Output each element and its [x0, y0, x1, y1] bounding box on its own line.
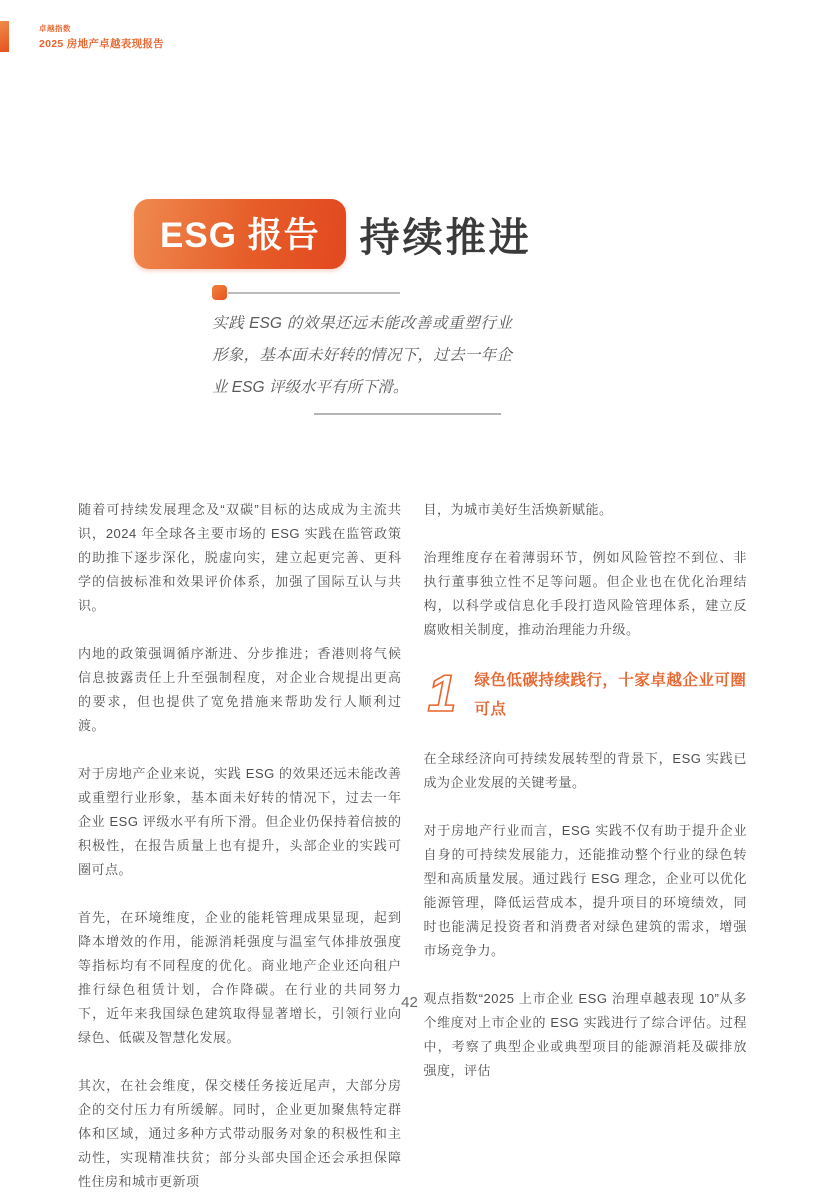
section-heading: [424, 666, 748, 725]
pull-quote-header: [212, 285, 512, 300]
paragraph: 随着可持续发展理念及“双碳”目标的达成成为主流共识，2024 年全球各主要市场的 ESG 实践在监管政策的助推下逐步深化，脱虚向实，建立起更完善、更科学的信披标准和效果评价体系，加强了国际互认与共识。: [78, 502, 402, 613]
pull-quote-text: 实践 ESG 的效果还远未能改善或重塑行业形象，基本面未好转的情况下，过去一年企业 ESG 评级水平有所下滑。: [212, 315, 512, 397]
paragraph: 对于房地产行业而言，ESG 实践不仅有助于提升企业自身的可持续发展能力，还能推动整个行业的绿色转型和高质量发展。通过践行 ESG 理念，企业可以优化能源管理，降低运营成本，提升项目的环境绩效，同时也能满足投资者和消费者对绿色建筑的需求，增强市场竞争力。: [423, 822, 747, 958]
paragraph: 目，为城市美好生活焕新赋能。: [423, 502, 613, 517]
quote-bottom-rule: [314, 413, 501, 415]
chapter-title-text: 持续推进: [359, 215, 532, 260]
brand-accent-bar-icon: [0, 21, 9, 52]
paragraph: 对于房地产企业来说，实践 ESG 的效果还远未能改善或重塑行业形象，基本面未好转的情况下，过去一年企业 ESG 评级水平有所下滑。但企业仍保持着信披的积极性，在报告质量上也有提升，头部企业的实践可圈可点。: [78, 766, 402, 877]
paragraph: 观点指数“2025 上市企业 ESG 治理卓越表现 10”从多个维度对上市企业的 ESG 实践进行了综合评估。过程中，考察了典型企业或典型项目的能源消耗及碳排放强度，评估: [423, 990, 747, 1078]
section-heading-text: 绿色低碳持续践行，十家卓越企业可圈可点: [474, 672, 747, 719]
paragraph: 在全球经济向可持续发展转型的背景下，ESG 实践已成为企业发展的关键考量。: [423, 750, 747, 790]
quote-marker-icon: [212, 285, 227, 300]
chapter-title-badge: ESG 报告: [134, 199, 346, 269]
chapter-title: [134, 199, 532, 269]
brand-series-label: 卓越指数: [39, 23, 71, 33]
paragraph: 内地的政策强调循序渐进、分步推进；香港则将气候信息披露责任上升至强制程度，对企业合规提出更高的要求，但也提供了宽免措施来帮助发行人顺利过渡。: [78, 646, 402, 733]
pull-quote: [212, 285, 512, 415]
section-number: 1: [427, 665, 457, 723]
paragraph: 首先，在环境维度，企业的能耗管理成果显现，起到降本增效的作用，能源消耗强度与温室气体排放强度等指标均有不同程度的优化。商业地产企业还向租户推行绿色租赁计划，合作降碳。在行业的共同努力下，近年来我国绿色建筑取得显著增长，引领行业向绿色、低碳及智慧化发展。: [78, 910, 402, 1045]
paragraph: 其次，在社会维度，保交楼任务接近尾声，大部分房企的交付压力有所缓解。同时，企业更加聚焦特定群体和区域，通过多种方式带动服务对象的积极性和主动性，实现精准扶贫；部分头部央国企还会承担保障性住房和城市更新项: [78, 1078, 402, 1189]
brand-report-title: 2025 房地产卓越表现报告: [39, 37, 164, 50]
quote-top-rule: [228, 292, 400, 294]
report-brand: [0, 21, 164, 52]
paragraph: 治理维度存在着薄弱环节，例如风险管控不到位、非执行董事独立性不足等问题。但企业也在优化治理结构，以科学或信息化手段打造风险管理体系，建立反腐败相关制度，推动治理能力升级。: [423, 550, 747, 637]
left-column: [78, 498, 402, 1194]
body-columns: [78, 498, 747, 1194]
right-column: [424, 498, 748, 1194]
page-number: 42: [401, 994, 418, 1011]
brand-text: [39, 21, 164, 52]
